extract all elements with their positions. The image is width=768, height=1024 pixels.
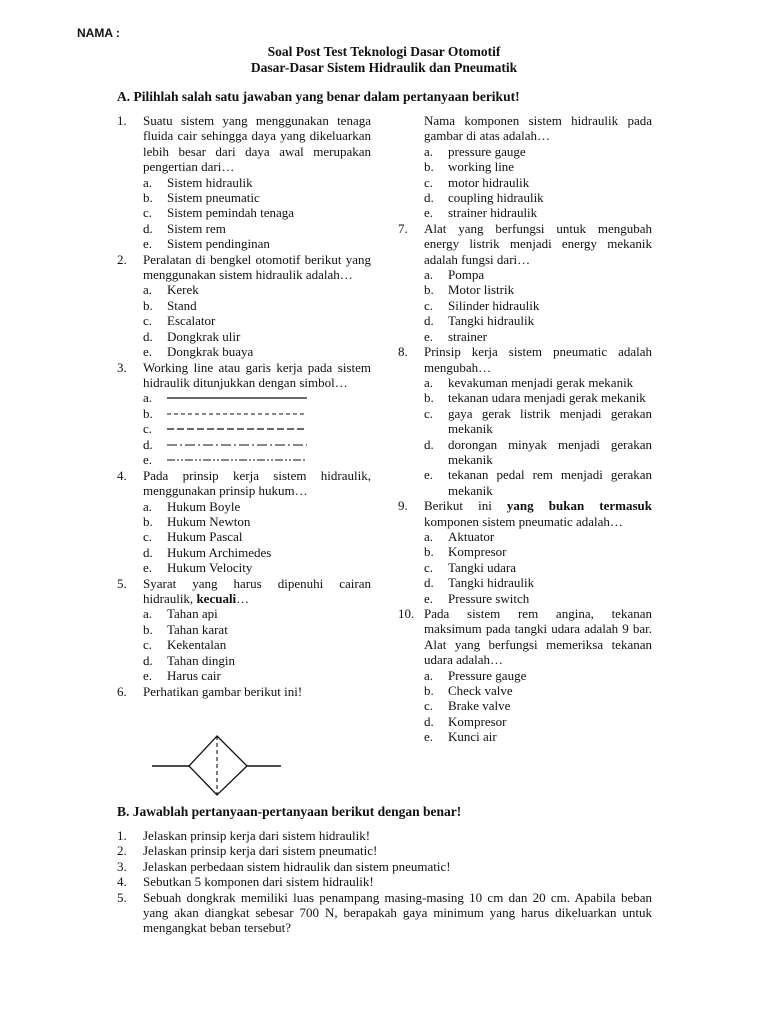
question-4 [117, 468, 371, 499]
option-a: a. kevakuman menjadi gerak mekanik [424, 374, 634, 390]
option-c: c. Kekentalan [143, 637, 227, 653]
option-e: e. strainer [424, 328, 487, 344]
question-text: Alat yang berfungsi untuk mengubah energy listrik menjadi energy mekanik adalah fungsi dari… [424, 220, 652, 267]
question-1 [117, 113, 371, 175]
option-e: e. Harus cair [143, 668, 221, 684]
dashed-line-symbol [167, 410, 307, 418]
question-text: Berikut ini yang bukan termasuk komponen sistem pneumatic adalah… [424, 498, 652, 529]
question-6-continued [398, 113, 652, 144]
option-b: b. Motor listrik [424, 282, 515, 298]
right-column [398, 113, 652, 745]
question-number: 8. [398, 344, 408, 360]
option-b: b. Sistem pneumatic [143, 190, 260, 206]
option-d: d. Hukum Archimedes [143, 544, 272, 560]
option-e: e. Sistem pendinginan [143, 236, 270, 252]
essay-question-5: 5. Sebuah dongkrak memiliki luas penampang masing-masing 10 cm dan 20 cm. Apabila beban yang akan diangkat sebesar 700 N, berapakah gaya minimum yang harus dikeluarkan untuk mengangkat beban tersebut? [117, 889, 652, 936]
question-number: 7. [398, 220, 408, 236]
option-c: c. [117, 421, 371, 437]
question-6 [117, 684, 371, 699]
question-text: Suatu sistem yang menggunakan tenaga fluida cair sehingga daya yang dikeluarkan lebih besar dari daya awal merupakan pengertian dari… [143, 113, 371, 175]
option-c: c. Sistem pemindah tenaga [143, 205, 295, 221]
option-d: d. [117, 437, 371, 453]
name-label: NAMA : [77, 26, 120, 40]
option-c: c. motor hidraulik [424, 174, 530, 190]
question-text: Pada prinsip kerja sistem hidraulik, menggunakan prinsip hukum… [143, 467, 371, 499]
option-c: c. Brake valve [424, 698, 511, 714]
option-b: b. tekanan udara menjadi gerak mekanik [424, 390, 646, 406]
question-text: Pada sistem rem angina, tekanan maksimum pada tangki udara adalah 9 bar. Alat yang berfungsi memeriksa tekanan udara adalah… [424, 606, 652, 668]
option-a: a. Hukum Boyle [143, 498, 241, 514]
option-a: a. Kerek [143, 282, 199, 298]
option-e: e. Pressure switch [424, 590, 530, 606]
option-c: c. Silinder hidraulik [424, 297, 540, 313]
question-number: 4. [117, 467, 127, 483]
section-b-heading: B. Jawablah pertanyaan-pertanyaan berikut dengan benar! [117, 804, 462, 819]
option-e: e. Hukum Velocity [143, 560, 253, 576]
dash-dot-line-symbol [167, 441, 307, 449]
question-number: 9. [398, 498, 408, 514]
question-number: 3. [117, 359, 127, 375]
option-b: b. [117, 406, 371, 422]
option-d: d. Sistem rem [143, 220, 226, 236]
option-e: e. tekanan pedal rem menjadi gerakan mekanik [424, 467, 652, 498]
question-7 [398, 221, 652, 267]
long-dash-line-symbol [167, 425, 307, 433]
option-d: d. Dongkrak ulir [143, 328, 241, 344]
question-9 [398, 498, 652, 529]
option-d: d. Tahan dingin [143, 652, 236, 668]
essay-question-list [117, 828, 652, 936]
question-10 [398, 606, 652, 668]
option-b: b. working line [424, 159, 515, 175]
question-number: 1. [117, 113, 127, 128]
question-number: 6. [117, 683, 127, 699]
option-a: a. Pompa [424, 267, 485, 283]
option-e: e. strainer hidraulik [424, 205, 538, 221]
question-number: 2. [117, 251, 127, 267]
option-e: e. [117, 452, 371, 468]
option-c: c. Tangki udara [424, 559, 517, 575]
question-number: 10. [398, 606, 415, 621]
left-column [117, 113, 371, 699]
question-text: Peralatan di bengkel otomotif berikut yang menggunakan sistem hidraulik adalah… [143, 251, 371, 283]
strainer-symbol-diagram [150, 732, 285, 796]
solid-line-symbol [167, 394, 307, 402]
question-2 [117, 252, 371, 283]
question-8 [398, 344, 652, 375]
option-d: d. dorongan minyak menjadi gerakan mekanik [424, 436, 652, 467]
question-text: Prinsip kerja sistem pneumatic adalah mengubah… [424, 344, 652, 375]
page-subtitle: Dasar-Dasar Sistem Hidraulik dan Pneumatik [250, 60, 518, 75]
option-d: d. Kompresor [424, 713, 507, 729]
option-d: d. Tangki hidraulik [424, 313, 535, 329]
essay-question-2: 2. Jelaskan prinsip kerja dari sistem pneumatic! [117, 843, 378, 859]
option-c: c. gaya gerak listrik menjadi gerakan mekanik [424, 405, 652, 437]
question-text: Syarat yang harus dipenuhi cairan hidraulik, kecuali… [143, 575, 371, 607]
option-d: d. Tangki hidraulik [424, 575, 535, 591]
essay-question-3: 3. Jelaskan perbedaan sistem hidraulik dan sistem pneumatic! [117, 858, 451, 874]
option-c: c. Hukum Pascal [143, 529, 243, 545]
option-b: b. Tahan karat [143, 621, 228, 637]
option-a: a. Pressure gauge [424, 667, 527, 683]
option-e: e. Dongkrak buaya [143, 344, 254, 360]
option-b: b. Check valve [424, 683, 513, 699]
option-a: a. pressure gauge [424, 143, 526, 159]
page-title: Soal Post Test Teknologi Dasar Otomotif [267, 44, 501, 59]
question-5 [117, 576, 371, 607]
option-a: a. Aktuator [424, 528, 495, 544]
question-text: Nama komponen sistem hidraulik pada gambar di atas adalah… [424, 113, 652, 144]
option-a: a. Tahan api [143, 606, 218, 622]
dash-double-dot-line-symbol [167, 456, 307, 464]
essay-question-1: 1. Jelaskan prinsip kerja dari sistem hidraulik! [117, 828, 371, 843]
option-b: b. Kompresor [424, 544, 507, 560]
option-c: c. Escalator [143, 313, 216, 329]
option-b: b. Hukum Newton [143, 514, 251, 530]
option-d: d. coupling hidraulik [424, 190, 544, 206]
option-b: b. Stand [143, 297, 197, 313]
option-a: a. Sistem hidraulik [143, 174, 253, 190]
essay-question-4: 4. Sebutkan 5 komponen dari sistem hidraulik! [117, 874, 374, 890]
question-text: Working line atau garis kerja pada sistem hidraulik ditunjukkan dengan simbol… [143, 359, 371, 390]
question-3 [117, 360, 371, 391]
question-text: Perhatikan gambar berikut ini! [143, 683, 303, 699]
section-a-heading: A. Pilihlah salah satu jawaban yang benar dalam pertanyaan berikut! [117, 89, 520, 104]
option-e: e. Kunci air [424, 729, 497, 745]
question-number: 5. [117, 575, 127, 591]
option-a: a. [117, 390, 371, 406]
